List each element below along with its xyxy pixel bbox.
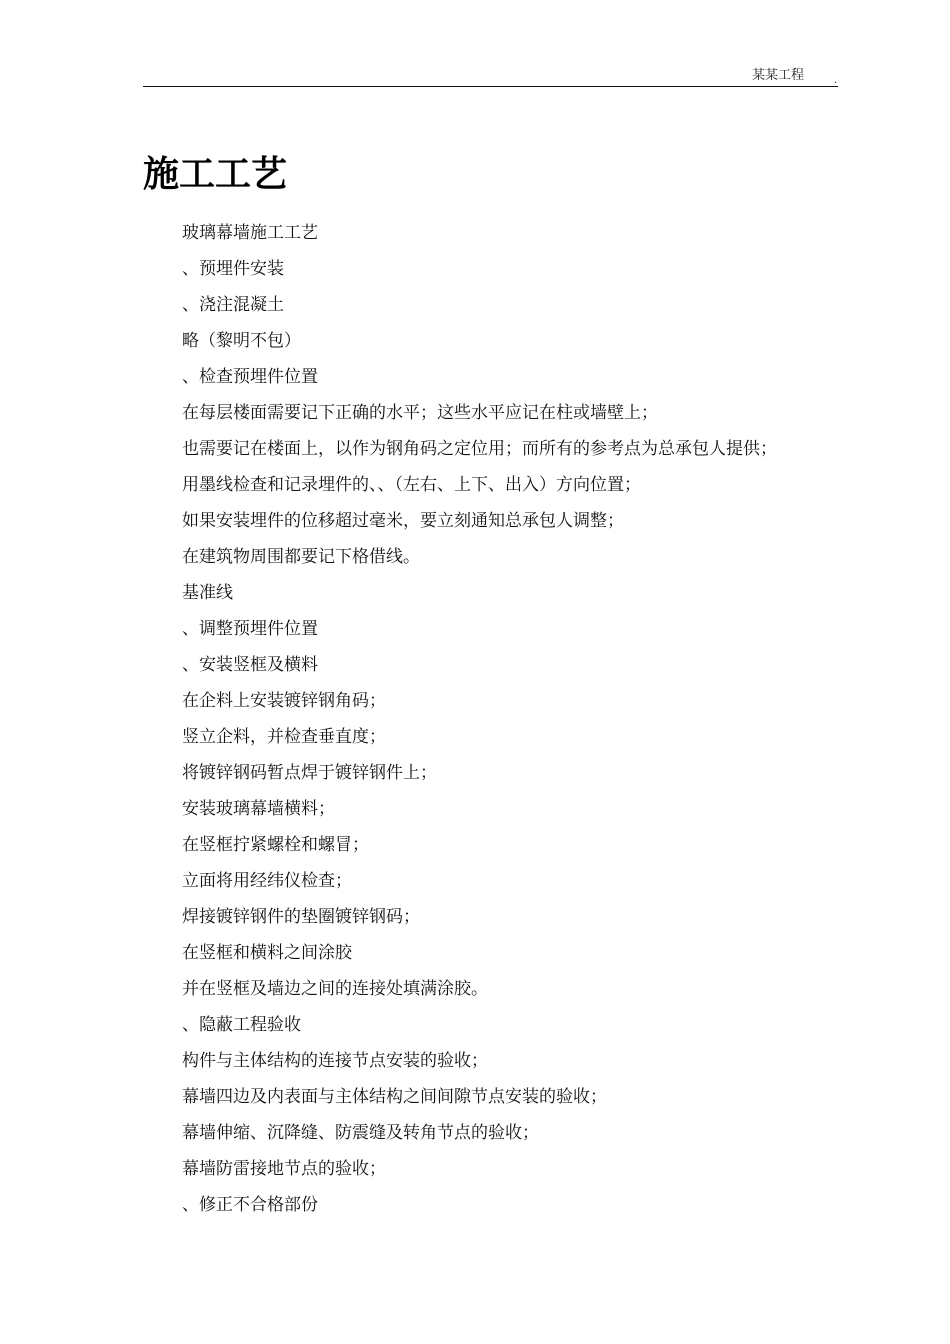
text-line: 构件与主体结构的连接节点安装的验收；	[182, 1051, 488, 1071]
text-line: 幕墙四边及内表面与主体结构之间间隙节点安装的验收；	[182, 1087, 607, 1107]
text-line: 幕墙伸缩、沉降缝、防震缝及转角节点的验收；	[182, 1123, 539, 1143]
text-line: 在建筑物周围都要记下格借线。	[182, 547, 420, 567]
text-line: 焊接镀锌钢件的垫圈镀锌钢码；	[182, 907, 420, 927]
text-line: 玻璃幕墙施工工艺	[182, 223, 318, 243]
text-line: 将镀锌钢码暂点焊于镀锌钢件上；	[182, 763, 437, 783]
page-title: 施工工艺	[143, 153, 288, 195]
text-line: 立面将用经纬仪检查；	[182, 871, 352, 891]
text-line: 、修正不合格部份	[182, 1195, 318, 1215]
text-line: 基准线	[182, 583, 233, 603]
header-dot: .	[834, 75, 838, 86]
text-line: 、浇注混凝土	[182, 295, 284, 315]
text-line: 、隐蔽工程验收	[182, 1015, 301, 1035]
text-line: 、安装竖框及横料	[182, 655, 318, 675]
text-line: 在竖框和横料之间涂胶	[182, 943, 352, 963]
body-text	[182, 220, 882, 1228]
text-line: 、调整预埋件位置	[182, 619, 318, 639]
header-rule	[143, 86, 838, 87]
text-line: 在竖框拧紧螺栓和螺冒；	[182, 835, 369, 855]
text-line: 如果安装埋件的位移超过毫米，要立刻通知总承包人调整；	[182, 511, 624, 531]
text-line: 安装玻璃幕墙横料；	[182, 799, 335, 819]
text-line: 用墨线检查和记录埋件的、、（左右、上下、出入）方向位置；	[182, 475, 641, 495]
text-line: 在每层楼面需要记下正确的水平；这些水平应记在柱或墙壁上；	[182, 403, 658, 423]
text-line: 也需要记在楼面上，以作为钢角码之定位用；而所有的参考点为总承包人提供；	[182, 439, 777, 459]
header-project-name: 某某工程	[752, 68, 805, 83]
text-line: 、检查预埋件位置	[182, 367, 318, 387]
text-line: 幕墙防雷接地节点的验收；	[182, 1159, 386, 1179]
text-line: 在企料上安装镀锌钢角码；	[182, 691, 386, 711]
text-line: 并在竖框及墙边之间的连接处填满涂胶。	[182, 979, 488, 999]
text-line: 、预埋件安装	[182, 259, 284, 279]
text-line: 略（黎明不包）	[182, 331, 301, 351]
text-line: 竖立企料，并检查垂直度；	[182, 727, 386, 747]
